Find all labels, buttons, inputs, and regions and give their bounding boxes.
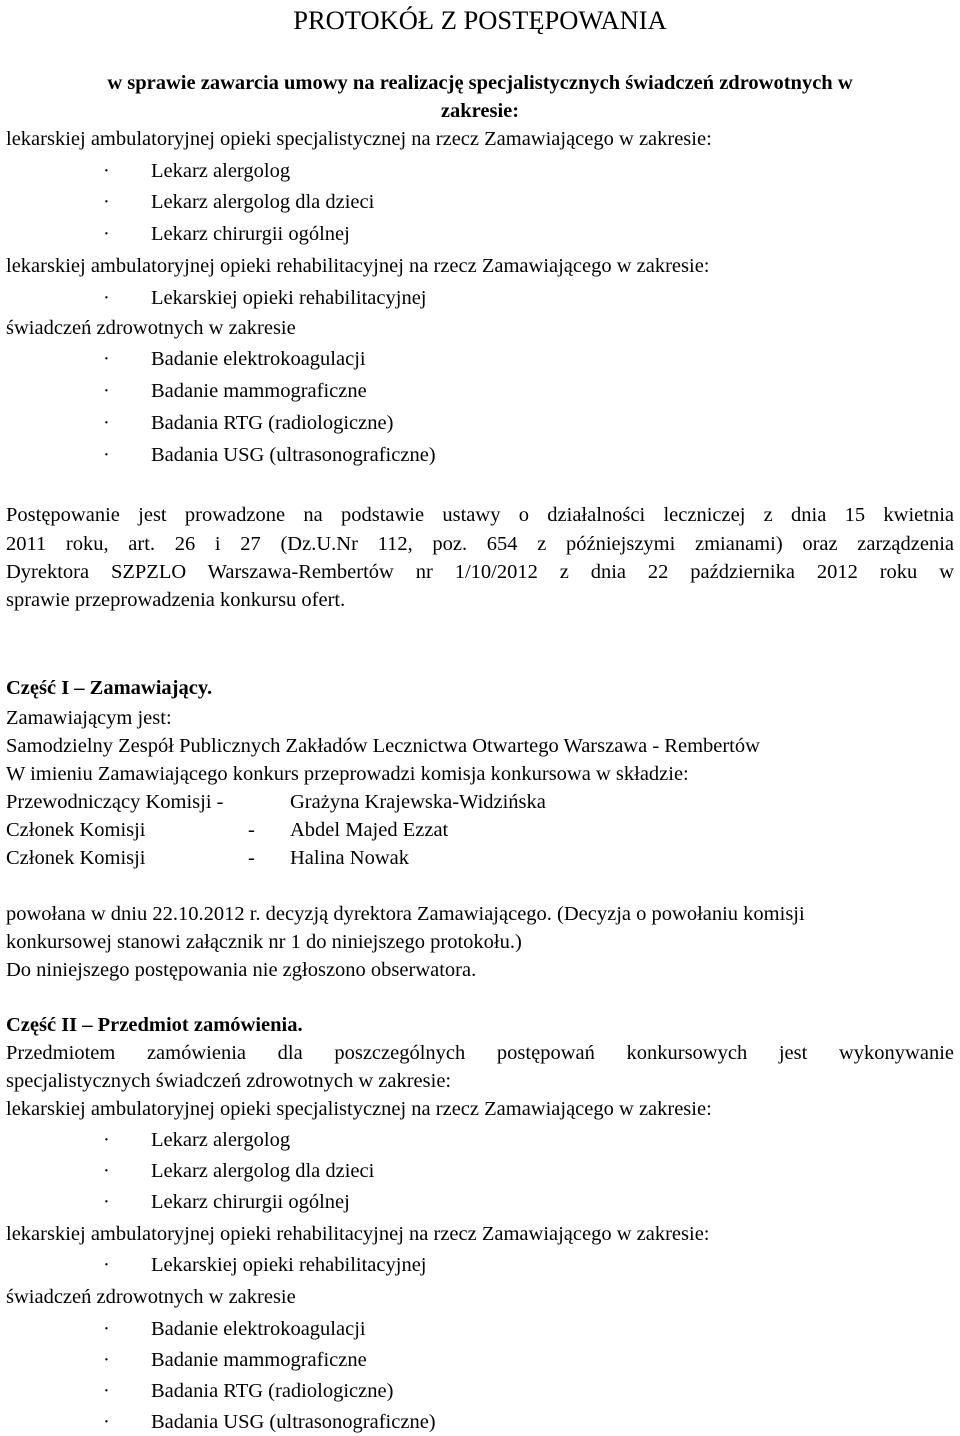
part1-line-1: Zamawiającym jest: (6, 707, 172, 729)
list-item-label: Badanie mammograficzne (151, 1349, 367, 1371)
document-title: PROTOKÓŁ Z POSTĘPOWANIA (293, 5, 667, 35)
list-item-label: Lekarskiej opieki rehabilitacyjnej (151, 1254, 427, 1276)
list-item-label: Badania USG (ultrasonograficzne) (151, 444, 436, 466)
part2-group2-heading: lekarskiej ambulatoryjnej opieki rehabilitacyjnej na rzecz Zamawiającego w zakresie: (6, 1223, 710, 1245)
legal-basis-line-1: Postępowanie jest prowadzone na podstawie ustawy o działalności leczniczej z dnia 15 kwietnia (6, 504, 954, 526)
bullet-icon: · (103, 1254, 110, 1276)
list-item-label: Badanie mammograficzne (151, 380, 367, 402)
bullet-icon: · (103, 380, 110, 402)
list-item-label: Lekarz alergolog dla dzieci (151, 191, 375, 213)
part1-line-3: W imieniu Zamawiającego konkurs przeprowadzi komisja konkursowa w składzie: (6, 763, 689, 785)
list-item-label: Badanie elektrokoagulacji (151, 348, 366, 370)
bullet-icon: · (103, 1349, 110, 1371)
legal-basis-line-3: Dyrektora SZPZLO Warszawa-Rembertów nr 1/10/2012 z dnia 22 października 2012 roku w (6, 561, 954, 583)
committee-name: Halina Nowak (290, 847, 409, 869)
bullet-icon: · (103, 1129, 110, 1151)
committee-name: Abdel Majed Ezzat (290, 819, 449, 841)
bullet-icon: · (103, 1411, 110, 1433)
scope-group1-heading: lekarskiej ambulatoryjnej opieki specjalistycznej na rzecz Zamawiającego w zakresie: (6, 128, 712, 150)
part2-heading: Część II – Przedmiot zamówienia. (6, 1014, 303, 1036)
bullet-icon: · (103, 1191, 110, 1213)
bullet-icon: · (103, 191, 110, 213)
scope-group3-heading: świadczeń zdrowotnych w zakresie (6, 317, 296, 339)
list-item-label: Lekarskiej opieki rehabilitacyjnej (151, 287, 427, 309)
part2-group3-heading: świadczeń zdrowotnych w zakresie (6, 1286, 296, 1308)
bullet-icon: · (103, 412, 110, 434)
bullet-icon: · (103, 1380, 110, 1402)
list-item-label: Lekarz chirurgii ogólnej (151, 223, 350, 245)
committee-name: Grażyna Krajewska-Widzińska (290, 791, 546, 813)
part1-line-2: Samodzielny Zespół Publicznych Zakładów Lecznictwa Otwartego Warszawa - Rembertów (6, 735, 760, 757)
part2-line-1: Przedmiotem zamówienia dla poszczególnych postępowań konkursowych jest wykonywanie (6, 1042, 954, 1064)
subtitle-line-2: zakresie: (440, 100, 520, 122)
bullet-icon: · (103, 160, 110, 182)
committee-role: Członek Komisji (6, 847, 146, 869)
part1-heading: Część I – Zamawiający. (6, 677, 213, 699)
bullet-icon: · (103, 287, 110, 309)
observer-line: Do niniejszego postępowania nie zgłoszono obserwatora. (6, 959, 477, 981)
committee-role: Członek Komisji (6, 819, 146, 841)
scope-group2-heading: lekarskiej ambulatoryjnej opieki rehabilitacyjnej na rzecz Zamawiającego w zakresie: (6, 255, 710, 277)
list-item-label: Badanie elektrokoagulacji (151, 1318, 366, 1340)
appointed-line-1: powołana w dniu 22.10.2012 r. decyzją dyrektora Zamawiającego. (Decyzja o powołaniu komisji (6, 903, 805, 925)
bullet-icon: · (103, 1160, 110, 1182)
bullet-icon: · (103, 223, 110, 245)
bullet-icon: · (103, 1318, 110, 1340)
list-item-label: Lekarz alergolog (151, 160, 291, 182)
bullet-icon: · (103, 348, 110, 370)
bullet-icon: · (103, 444, 110, 466)
list-item-label: Badania RTG (radiologiczne) (151, 412, 394, 434)
part2-group1-heading: lekarskiej ambulatoryjnej opieki specjalistycznej na rzecz Zamawiającego w zakresie: (6, 1098, 712, 1120)
list-item-label: Lekarz alergolog (151, 1129, 291, 1151)
committee-role: Przewodniczący Komisji - (6, 791, 224, 813)
legal-basis-line-2: 2011 roku, art. 26 i 27 (Dz.U.Nr 112, poz. 654 z późniejszymi zmianami) oraz zarządzenia (6, 533, 954, 555)
legal-basis-line-4: sprawie przeprowadzenia konkursu ofert. (6, 589, 346, 611)
part2-line-2: specjalistycznych świadczeń zdrowotnych w zakresie: (6, 1070, 452, 1092)
appointed-line-2: konkursowej stanowi załącznik nr 1 do niniejszego protokołu.) (6, 931, 522, 953)
list-item-label: Badania USG (ultrasonograficzne) (151, 1411, 436, 1433)
committee-dash: - (248, 847, 255, 869)
committee-dash: - (248, 819, 255, 841)
list-item-label: Lekarz chirurgii ogólnej (151, 1191, 350, 1213)
subtitle-line-1: w sprawie zawarcia umowy na realizację specjalistycznych świadczeń zdrowotnych w (107, 72, 853, 94)
list-item-label: Lekarz alergolog dla dzieci (151, 1160, 375, 1182)
list-item-label: Badania RTG (radiologiczne) (151, 1380, 394, 1402)
